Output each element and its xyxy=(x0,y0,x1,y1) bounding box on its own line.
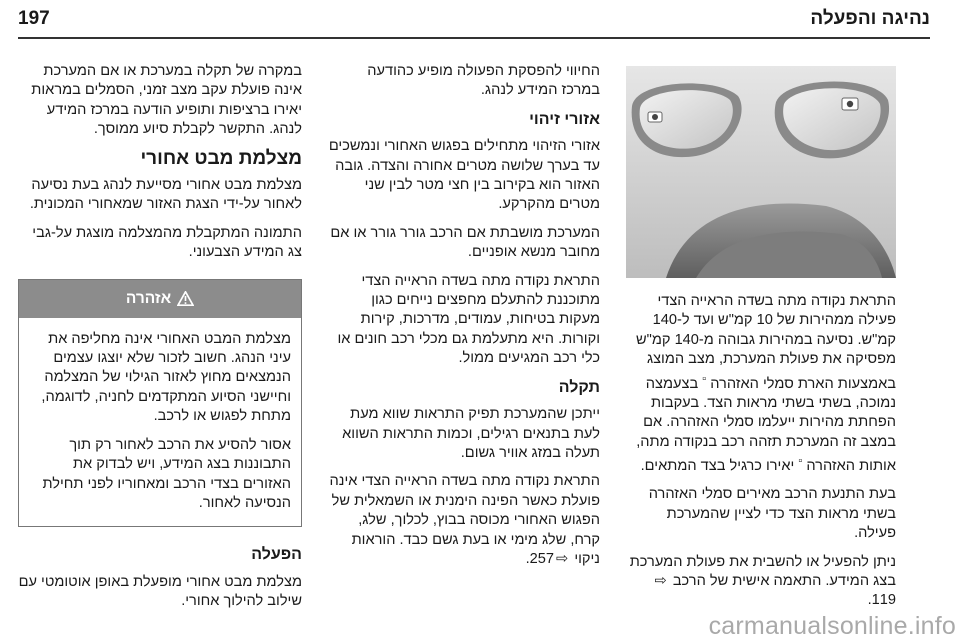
warning-paragraph-1: מצלמת המבט האחורי אינה מחליפה את עיני הנהג. חשוב לזכור שלא יוצגו עצמים הנמצאים מחוץ לאזור הגילוי של המצלמה וחיישני הסיוע המתקדמים לחניה, לדוגמה, מתחת לפגוש או לרכב. xyxy=(41,330,291,425)
shutdown-message-paragraph: החיווי להפסקת הפעולה מופיע כהודעה במרכז המידע לנהג. xyxy=(367,63,600,99)
warning-triangle-icon xyxy=(177,291,194,306)
fault-paragraph: במקרה של תקלה במערכת או אם המערכת אינה פועלת עקב מצב זמני, הסמלים במראות יאירו ברציפות ותופיע הודעה במרכז המידע לנהג. התקשר לקבלת סיוע ממוסך. xyxy=(31,63,302,138)
middle-column xyxy=(328,62,600,578)
subsection-title-operation: הפעלה xyxy=(251,546,302,564)
blind-spot-symbol-icon: ▫︎ xyxy=(702,372,707,385)
speed-range-text-2: בשתי מראות הצד. בעקבות הפחתת מהירות ייעלמו סמלי האזהרה. אם במצב זה המערכת תזהה רכב בנקודה מתה, אותות האזהרה xyxy=(636,394,896,474)
right-column xyxy=(626,292,896,620)
page-number: 197 xyxy=(18,8,50,29)
toggle-text: ניתן להפעיל או להשבית את פעולת המערכת בצג המידע. התאמה אישית של הרכב xyxy=(629,553,896,589)
left-warning-symbol-icon xyxy=(652,114,658,120)
trailer-paragraph: המערכת מושבתת אם הרכב גורר גורר או אם מחובר מנשא אופניים. xyxy=(330,224,600,261)
page-reference-link[interactable]: 257 xyxy=(529,550,555,567)
camera-intro-paragraph: מצלמת מבט אחורי מסייעת לנהג בעת נסיעה לאחור על-ידי הצגת האזור שמאחורי המכונית. xyxy=(29,177,302,213)
warning-header xyxy=(19,280,301,318)
detection-zones-paragraph: אזורי הזיהוי מתחילים בפגוש האחורי ונמשכים עד בערך שלושה מטרים אחורה והצדה. גובה האזור הוא בקירוב בין חצי מטר לבין שני מטרים מהקרקע. xyxy=(328,138,600,213)
speed-range-text-mid: בצעמצה נמוכה, בשתי xyxy=(645,375,896,411)
section-title-rear-camera: מצלמת מבט אחורי xyxy=(140,147,302,169)
camera-display-paragraph: התמונה המתקבלת מהמצלמה מוצגת על-גבי צג המידע הצבעוני. xyxy=(32,224,302,261)
watermark: carmanualsonline.info xyxy=(708,612,956,640)
mirror-figure xyxy=(626,66,896,278)
false-alerts-paragraph: ייתכן שהמערכת תפיק התראות שווא מעת לעת בתנאים רגילים, וכמות התראות השווא תעלה במזג אוויר גשום. xyxy=(342,406,600,461)
startup-paragraph: בעת התנעת הרכב מאירים סמלי האזהרה בשתי מראות הצד כדי לציין שהמערכת פעילה. xyxy=(648,486,896,542)
stationary-objects-paragraph: התראת נקודה מתה בשדה הראייה הצדי מתוכננת להתעלם מחפצים נייחים כגון מעקות בטיחות, עמודים, מדרכות, קירות וקורות. היא מתעלמת גם מכלי רכב חונים או כלי רכב המגיעים ממול. xyxy=(337,272,600,367)
warning-body xyxy=(19,318,301,527)
speed-range-paragraph xyxy=(626,292,896,476)
ref-arrow-icon: ⇨ xyxy=(556,550,569,567)
blind-spot-symbol-icon-2: ▫︎ xyxy=(798,455,803,468)
ref-arrow-icon-2: ⇨ xyxy=(654,573,667,589)
speed-range-text-3: יאירו כרגיל בצד המתאים. xyxy=(640,457,795,474)
toggle-paragraph: ניתן להפעיל או להשבית את פעולת המערכת בצג המידע. התאמה אישית של הרכב ⇨119. xyxy=(629,553,896,609)
fault-title: תקלה xyxy=(558,378,600,396)
speed-range-text: התראת נקודה מתה בשדה הראייה הצדי פעילה ממהירות של 10 קמ"ש ועד ל-140 קמ"ש. נסיעה במהירות גבוהה מ-140 קמ"ש מפסיקה את פעולת המערכת, מצב המוצג באמצעות הארת סמלי האזהרה xyxy=(636,293,896,392)
warning-box xyxy=(18,279,302,528)
right-warning-symbol-icon xyxy=(847,101,853,107)
running-title: נהיגה והפעלה xyxy=(810,8,930,29)
dirty-bumper-text: התראת נקודה מתה בשדה הראייה הצדי אינה פועלת כאשר הפינה הימנית או השמאלית של הפגוש האחורי מכוסה בבוץ, לכלוך, שלג, קרח, שלג מימי או בעת גשם כבד. הוראות ניקוי xyxy=(329,473,600,567)
warning-paragraph-2: אסור להסיע את הרכב לאחור רק תוך התבוננות בצג המידע, ויש לבדוק את האזורים בצדי הרכב ומאחוריו לפני תחילת הנסיעה לאחור. xyxy=(42,436,291,511)
side-mirrors-illustration xyxy=(626,66,896,278)
header-rule xyxy=(18,37,930,39)
operation-paragraph: מצלמת מבט אחורי מופעלת באופן אוטומטי עם שילוב להילוך אחורי. xyxy=(18,573,302,610)
detection-zones-title: אזורי זיהוי xyxy=(529,110,600,128)
dirty-bumper-paragraph: התראת נקודה מתה בשדה הראייה הצדי אינה פועלת כאשר הפינה הימנית או השמאלית של הפגוש האחורי מכוסה בבוץ, לכלוך, שלג, קרח, שלג מימי או בעת גשם כבד. הוראות ניקוי ⇨257. xyxy=(328,472,600,569)
left-column xyxy=(18,62,302,621)
page-reference-link-2[interactable]: 119 xyxy=(871,592,896,609)
warning-title: אזהרה xyxy=(125,289,172,307)
